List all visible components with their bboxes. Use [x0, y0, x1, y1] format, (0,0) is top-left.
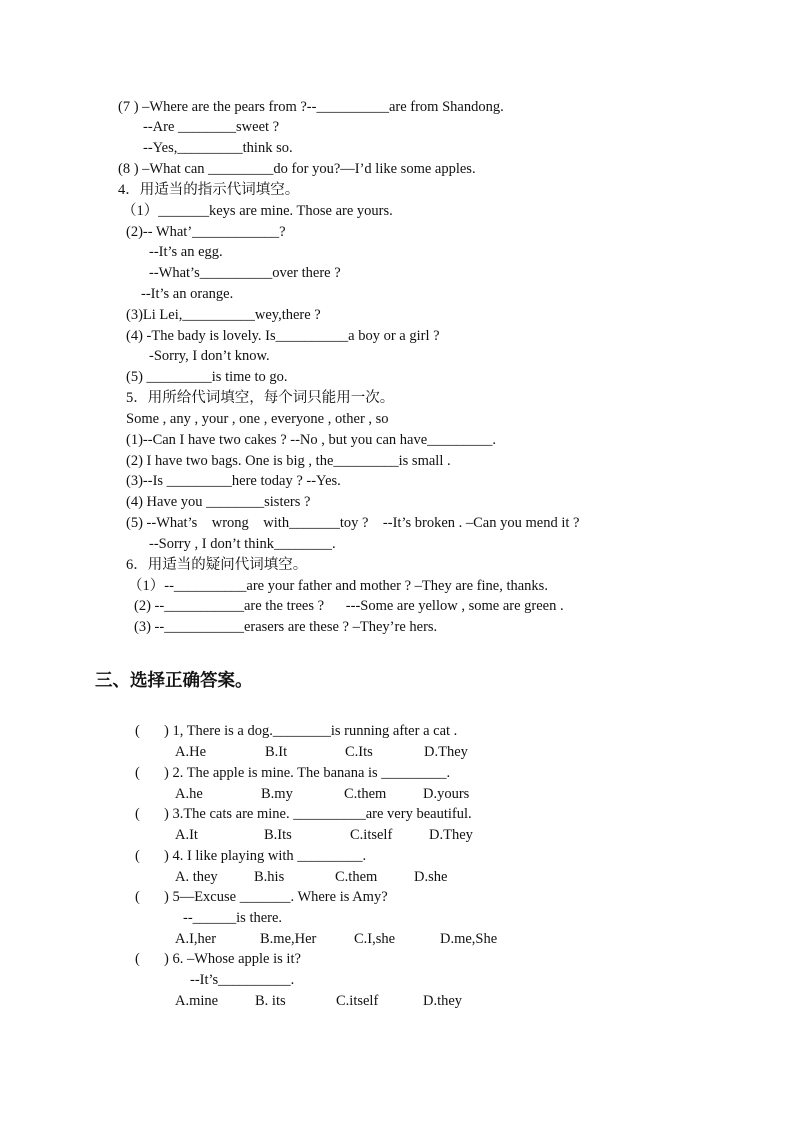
option-d: D.They — [424, 744, 468, 760]
option-c: C.Its — [345, 744, 373, 760]
text-line: (4) -The bady is lovely. Is__________a boy or a girl ? — [126, 328, 440, 344]
option-a: A.he — [175, 786, 203, 802]
option-a: A.He — [175, 744, 207, 760]
answer-paren: ( — [135, 848, 140, 864]
question-text: ) 6. –Whose apple is it? — [164, 951, 301, 967]
section-title: 5．用所给代词填空，每个词只能用一次。 — [126, 390, 395, 406]
text-line: (8 ) –What can _________do for you?—I’d like some apples. — [118, 161, 476, 177]
answer-paren: ( — [135, 723, 140, 739]
text-line: (2) I have two bags. One is big , the_________is small . — [126, 453, 451, 469]
text-line: (5) --What’s wrong with_______toy ? --It’s broken . –Can you mend it ? — [126, 515, 580, 531]
question-text: ) 1, There is a dog.________is running after a cat . — [164, 723, 458, 739]
text-line: -Sorry, I don’t know. — [149, 348, 270, 364]
option-c: C.itself — [350, 827, 393, 843]
text-line: --Are ________sweet ? — [143, 119, 280, 135]
question-text: ) 3.The cats are mine. __________are very beautiful. — [164, 806, 472, 822]
text-line: (3)Li Lei,__________wey,there ? — [126, 307, 321, 323]
option-c: C.them — [344, 786, 387, 802]
text-line: (3) --___________erasers are these ? –They’re hers. — [134, 619, 438, 635]
section-title: 4．用适当的指示代词填空。 — [118, 182, 300, 198]
text-line: (3)--Is _________here today ? --Yes. — [126, 473, 341, 489]
option-b: B.Its — [264, 827, 292, 843]
section-title: 6．用适当的疑问代词填空。 — [126, 557, 308, 573]
option-d: D.me,She — [440, 931, 498, 947]
option-d: D.They — [429, 827, 473, 843]
text-line: (5) _________is time to go. — [126, 369, 288, 385]
text-line: (1)--Can I have two cakes ? --No , but you can have_________. — [126, 432, 497, 448]
answer-paren: ( — [135, 806, 140, 822]
option-b: B.It — [265, 744, 288, 760]
text-line: （1）_______keys are mine. Those are yours. — [122, 203, 393, 219]
text-line: --It’s an egg. — [149, 244, 223, 260]
text-line: (2)-- What’____________? — [126, 224, 286, 240]
option-b: B.his — [254, 869, 285, 885]
option-b: B. its — [255, 993, 286, 1009]
option-d: D.they — [423, 993, 463, 1009]
question-line-2: --It’s__________. — [190, 972, 295, 988]
option-a: A.I,her — [175, 931, 217, 947]
option-d: D.she — [414, 869, 448, 885]
answer-paren: ( — [135, 889, 140, 905]
option-c: C.them — [335, 869, 378, 885]
option-b: B.me,Her — [260, 931, 317, 947]
text-line: --It’s an orange. — [141, 286, 234, 302]
question-text: ) 2. The apple is mine. The banana is _________. — [164, 765, 451, 781]
text-line: (2) --___________are the trees ? ---Some are yellow , some are green . — [134, 598, 564, 614]
text-line: --Yes,_________think so. — [143, 140, 293, 156]
word-bank: Some , any , your , one , everyone , other , so — [126, 411, 389, 427]
question-line-2: --______is there. — [183, 910, 283, 926]
text-line: --What’s__________over there ? — [149, 265, 341, 281]
option-b: B.my — [261, 786, 293, 802]
section-heading: 三、选择正确答案。 — [95, 670, 253, 690]
text-line: （1）--__________are your father and mother ? –They are fine, thanks. — [128, 578, 548, 594]
text-line: --Sorry , I don’t think________. — [149, 536, 336, 552]
answer-paren: ( — [135, 951, 140, 967]
question-text: ) 5—Excuse _______. Where is Amy? — [164, 889, 388, 905]
option-c: C.itself — [336, 993, 379, 1009]
option-d: D.yours — [423, 786, 470, 802]
text-line: (4) Have you ________sisters ? — [126, 494, 311, 510]
option-a: A. they — [175, 869, 218, 885]
option-a: A.mine — [175, 993, 219, 1009]
option-a: A.It — [175, 827, 198, 843]
answer-paren: ( — [135, 765, 140, 781]
question-text: ) 4. I like playing with _________. — [164, 848, 367, 864]
text-line: (7 ) –Where are the pears from ?--__________are from Shandong. — [118, 99, 504, 115]
option-c: C.I,she — [354, 931, 396, 947]
